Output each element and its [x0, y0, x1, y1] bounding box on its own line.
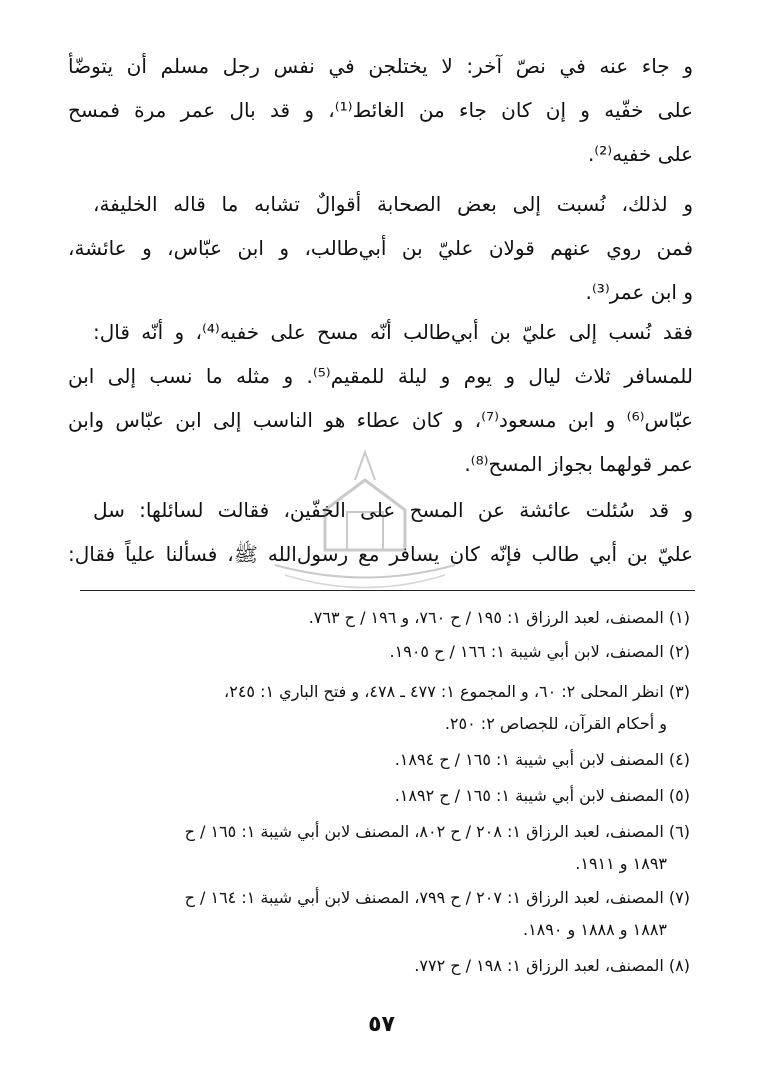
footnote: (٢) المصنف، لابن أبي شيبة ١: ١٦٦ / ح ١٩٠٥. [389, 642, 690, 661]
body-line: فقد نُسب إلى عليّ بن أبي‌طالب أنّه مسح على خفيه⁽⁴⁾، و أنّه قال: [93, 320, 693, 344]
footnote-continuation: و أحكام القرآن، للجصاص ٢: ٢٥٠. [444, 714, 667, 733]
page-number: ٥٧ [368, 1012, 395, 1037]
body-line: على خفّيه و إن كان جاء من الغائط⁽¹⁾، و قد بال عمر مرة فمسح [68, 98, 693, 122]
footnote: (٨) المصنف، لعبد الرزاق ١: ١٩٨ / ح ٧٧٢. [414, 956, 690, 975]
body-line: و ابن عمر⁽³⁾. [585, 280, 693, 304]
body-line: على خفيه⁽²⁾. [587, 142, 693, 166]
footnote: (٦) المصنف، لعبد الرزاق ١: ٢٠٨ / ح ٨٠٢، المصنف لابن أبي شيبة ١: ١٦٥ / ح [184, 822, 690, 841]
body-line: فمن روي عنهم قولان عليّ بن أبي‌طالب، و ابن عبّاس، و عائشة، [68, 236, 693, 260]
footnote: (٤) المصنف لابن أبي شيبة ١: ١٦٥ / ح ١٨٩٤. [394, 750, 690, 769]
body-line: عبّاس⁽⁶⁾ و ابن مسعود⁽⁷⁾، و كان عطاء هو الناسب إلى ابن عبّاس وابن [68, 408, 693, 432]
body-line: عليّ بن أبي طالب فإنّه كان يسافر مع رسول‌الله ﷺ، فسألنا علياً فقال: [68, 542, 693, 566]
body-line: و قد سُئلت عائشة عن المسح على الخفّين، فقالت لسائلها: سل [93, 498, 693, 522]
body-line: و لذلك، نُسبت إلى بعض الصحابة أقوالٌ تشابه ما قاله الخليفة، [93, 192, 693, 216]
footnote: (٣) انظر المحلى ٢: ٦٠، و المجموع ١: ٤٧٧ ـ ٤٧٨، و فتح الباري ١: ٢٤٥، [224, 682, 690, 701]
footnote: (٥) المصنف لابن أبي شيبة ١: ١٦٥ / ح ١٨٩٢. [394, 786, 690, 805]
body-line: عمر قولهما بجواز المسح⁽⁸⁾. [464, 452, 693, 476]
footnote-divider [80, 590, 695, 591]
footnote-continuation: ١٨٩٣ و ١٩١١. [575, 854, 667, 873]
footnote: (٧) المصنف، لعبد الرزاق ١: ٢٠٧ / ح ٧٩٩، المصنف لابن أبي شيبة ١: ١٦٤ / ح [184, 888, 690, 907]
body-line: و جاء عنه في نصّ آخر: لا يختلجن في نفس رجل مسلم أن يتوضّأ [68, 54, 693, 78]
footnote: (١) المصنف، لعبد الرزاق ١: ١٩٥ / ح ٧٦٠، و ١٩٦ / ح ٧٦٣. [308, 608, 690, 627]
footnote-continuation: ١٨٨٣ و ١٨٨٨ و ١٨٩٠. [522, 920, 667, 939]
library-seal-watermark-icon [255, 440, 475, 590]
body-line: للمسافر ثلاث ليال و يوم و ليلة للمقيم⁽⁵⁾. و مثله ما نسب إلى ابن [68, 364, 693, 388]
